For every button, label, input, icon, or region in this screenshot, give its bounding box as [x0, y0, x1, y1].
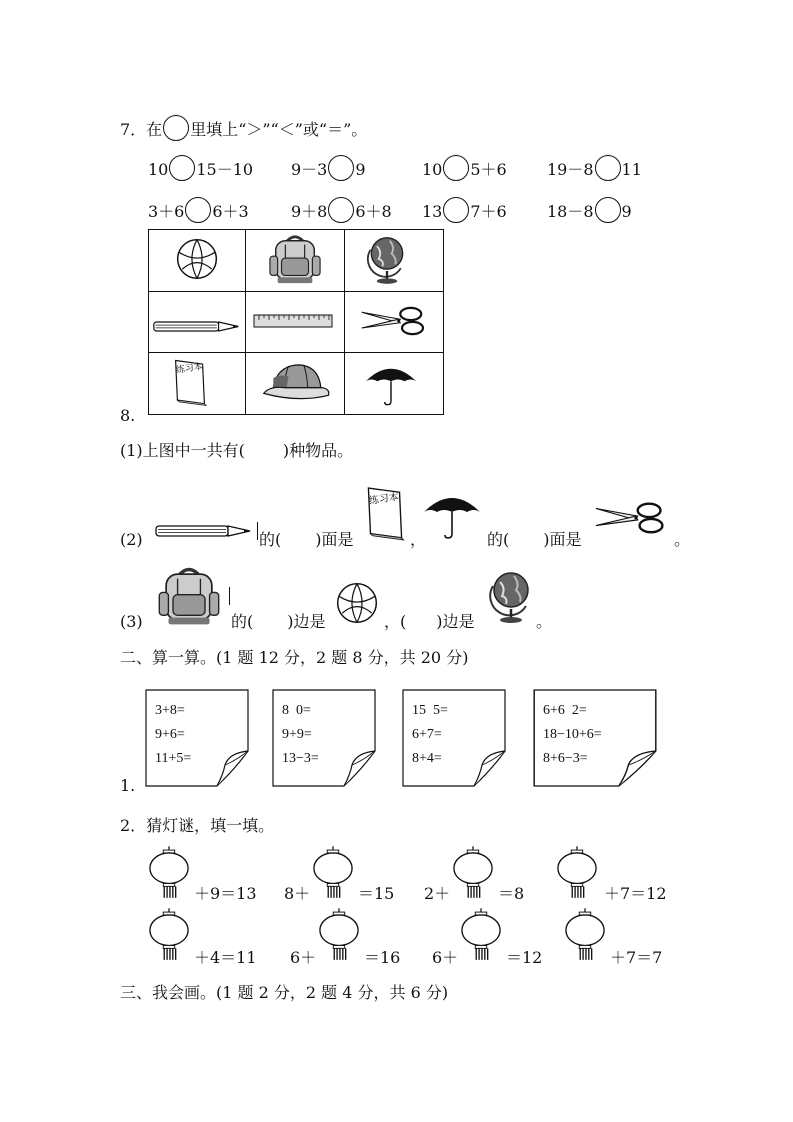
book-label: 练习本 [175, 362, 204, 376]
calc-card [272, 689, 376, 787]
q7-number: 7．在 [120, 120, 163, 139]
section3-title: 三、我会画。(1 题 2 分，2 题 4 分，共 6 分) [120, 983, 449, 1002]
cap-icon [260, 360, 336, 404]
divider [229, 587, 230, 605]
umbrella-icon [422, 490, 482, 540]
globe-icon [364, 233, 410, 285]
q7-instruction: 里填上“＞”“＜”或“＝”。 [190, 120, 368, 139]
umbrella-icon [364, 360, 418, 408]
lantern-icon[interactable] [556, 846, 598, 900]
compare-circle[interactable] [328, 197, 354, 223]
compare-item: 9－3 9 [291, 155, 366, 181]
compare-circle[interactable] [595, 197, 621, 223]
basketball-icon [334, 580, 380, 626]
globe-icon [486, 565, 536, 627]
scissors-icon [360, 304, 430, 338]
calc-expr: 6+7= [412, 727, 442, 742]
backpack-icon [150, 565, 228, 629]
scissors-icon [594, 500, 670, 536]
calc-expr: 11+5= [155, 751, 192, 766]
compare-item: 3＋6 6＋3 [148, 197, 249, 223]
lantern-icon[interactable] [460, 908, 502, 962]
calc-card [145, 689, 249, 787]
calc-card [402, 689, 506, 787]
lantern-icon[interactable] [564, 908, 606, 962]
section2-title: 二、算一算。(1 题 12 分，2 题 8 分，共 20 分) [120, 648, 469, 667]
answer-circle-icon [163, 115, 189, 141]
calc-expr: 8 0= [282, 703, 311, 718]
pencil-icon [152, 523, 256, 539]
period: 。 [536, 612, 553, 631]
lantern-equation: ＋9＝13 [194, 884, 257, 903]
lantern-equation: ＋7＝12 [604, 884, 667, 903]
lantern-equation: ＝8 [498, 884, 525, 903]
compare-item: 10 5＋6 [422, 155, 507, 181]
calc-card [533, 689, 657, 787]
book-label: 练习本 [368, 491, 400, 508]
q8-number: 8. [120, 406, 136, 425]
comma: ， [410, 530, 427, 549]
lantern-equation: 2＋ [424, 884, 451, 903]
q8-sub3-num: (3) [120, 612, 143, 631]
q7-prompt [120, 115, 367, 141]
compare-circle[interactable] [185, 197, 211, 223]
q1-number: 1. [120, 776, 136, 795]
calc-expr: 15 5= [412, 703, 448, 718]
q8-sub3-text2: ，( )边是 [384, 612, 475, 631]
lantern-icon[interactable] [318, 908, 360, 962]
q8-sub1: (1)上图中一共有( )种物品。 [120, 441, 354, 460]
lantern-icon[interactable] [452, 846, 494, 900]
calc-expr: 9+6= [155, 727, 185, 742]
calc-expr: 3+8= [155, 703, 185, 718]
lantern-equation: ＋7＝7 [610, 948, 663, 967]
compare-circle[interactable] [595, 155, 621, 181]
lantern-equation: ＝16 [364, 948, 401, 967]
calc-expr: 13−3= [282, 751, 319, 766]
basketball-icon [174, 236, 220, 282]
compare-circle[interactable] [169, 155, 195, 181]
ruler-icon [253, 314, 333, 328]
q8-sub2-num: (2) [120, 530, 143, 549]
divider [257, 522, 258, 540]
compare-circle[interactable] [443, 155, 469, 181]
calc-expr: 18−10+6= [543, 727, 602, 742]
calc-expr: 8+4= [412, 751, 442, 766]
lantern-equation: 6＋ [290, 948, 317, 967]
calc-expr: 6+6 2= [543, 703, 587, 718]
backpack-icon [262, 233, 328, 287]
compare-item: 9＋8 6＋8 [291, 197, 392, 223]
compare-item: 18－8 9 [547, 197, 632, 223]
q2-title: 2．猜灯谜，填一填。 [120, 816, 275, 835]
lantern-icon[interactable] [148, 846, 190, 900]
calc-expr: 9+9= [282, 727, 312, 742]
q8-sub2-text2: 的( )面是 [487, 530, 582, 549]
q8-sub2-text: 的( )面是 [259, 530, 354, 549]
lantern-equation: ＝12 [506, 948, 543, 967]
lantern-icon[interactable] [312, 846, 354, 900]
pencil-icon [152, 319, 242, 334]
compare-item: 10 15－10 [148, 155, 253, 181]
lantern-equation: ＋4＝11 [194, 948, 257, 967]
compare-item: 13 7＋6 [422, 197, 507, 223]
lantern-equation: ＝15 [358, 884, 395, 903]
q8-sub3-text: 的( )边是 [231, 612, 326, 631]
lantern-icon[interactable] [148, 908, 190, 962]
compare-item: 19－8 11 [547, 155, 642, 181]
calc-expr: 8+6−3= [543, 751, 588, 766]
lantern-equation: 6＋ [432, 948, 459, 967]
compare-circle[interactable] [328, 155, 354, 181]
lantern-equation: 8＋ [284, 884, 311, 903]
period: 。 [674, 530, 691, 549]
compare-circle[interactable] [443, 197, 469, 223]
